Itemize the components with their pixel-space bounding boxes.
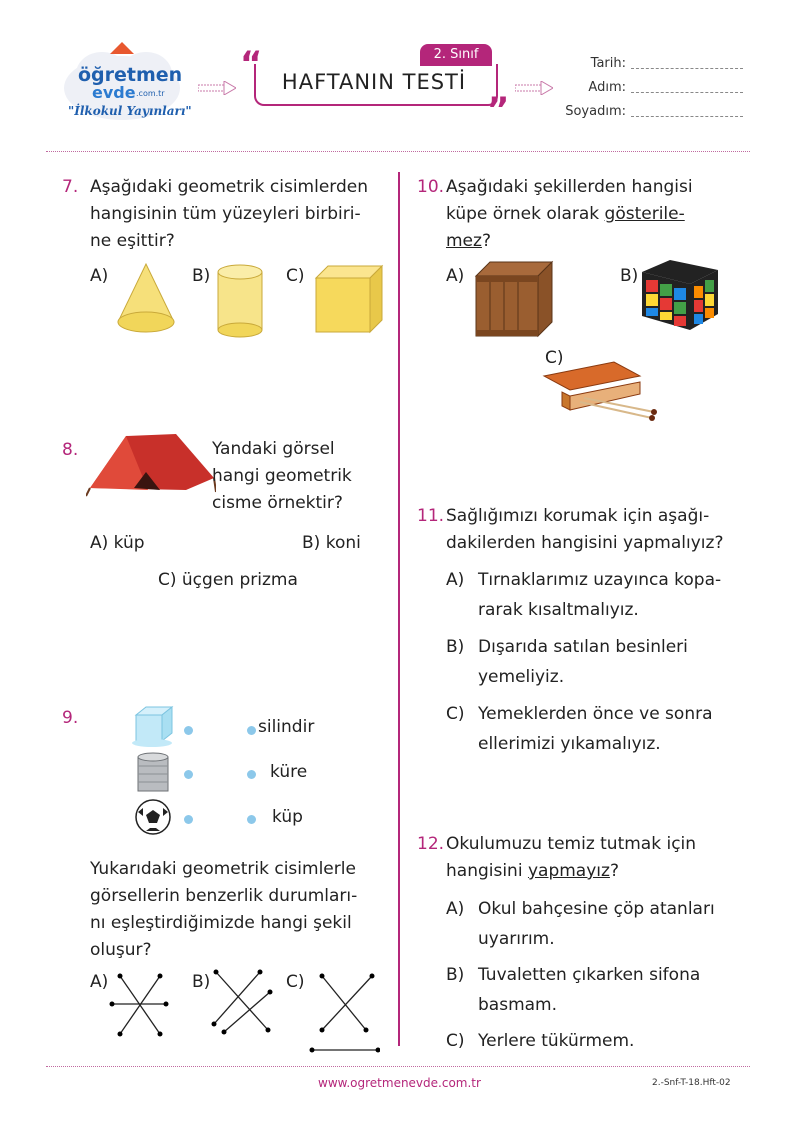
q7-line-3: ne eşittir? [90, 231, 175, 251]
q12-option-b-line-2[interactable]: basmam. [478, 995, 558, 1015]
q9-option-b[interactable]: B) [192, 972, 211, 992]
q8-line-1: Yandaki görsel [212, 439, 335, 459]
cylinder-image [216, 264, 264, 338]
q12-option-b-label[interactable]: B) [446, 965, 465, 985]
rubiks-cube-image [640, 260, 720, 330]
footer-divider [46, 1066, 750, 1067]
q9-number: 9. [62, 708, 79, 728]
q9-left-dot-3[interactable] [184, 815, 193, 824]
quote-close-icon: ” [487, 90, 510, 130]
q7-option-b[interactable]: B) [192, 266, 211, 286]
logo-main-text: öğretmen [78, 64, 183, 86]
q11-option-b-line-1[interactable]: Dışarıda satılan besinleri [478, 637, 688, 657]
q10-option-a[interactable]: A) [446, 266, 465, 286]
logo-sub-text: evde [92, 83, 136, 102]
field-surname: Soyadım: [565, 104, 626, 119]
q10-line-1: Aşağıdaki şekillerden hangisi [446, 177, 693, 197]
q9-line-3: nı eşleştirdiğimizde hangi şekil [90, 913, 352, 933]
q10-line-3: mez? [446, 231, 491, 251]
logo-domain-text: .com.tr [136, 89, 165, 98]
q9-option-c-diagram [308, 970, 380, 1056]
q11-line-1: Sağlığımızı korumak için aşağı- [446, 506, 710, 526]
q11-line-2: dakilerden hangisini yapmalıyız? [446, 533, 724, 553]
arrow-right-icon [515, 80, 553, 99]
cone-image [114, 262, 178, 338]
q10-option-c[interactable]: C) [545, 348, 564, 368]
q9-option-a[interactable]: A) [90, 972, 109, 992]
q8-line-2: hangi geometrik [212, 466, 352, 486]
q10-option-b[interactable]: B) [620, 266, 639, 286]
q11-option-a-line-1[interactable]: Tırnaklarımız uzayınca kopa- [478, 570, 722, 590]
footer-website[interactable]: www.ogretmenevde.com.tr [318, 1076, 481, 1090]
field-name-line[interactable] [628, 82, 743, 101]
q9-shape-sphere: küre [270, 762, 308, 782]
q9-line-2: görsellerin benzerlik durumları- [90, 886, 358, 906]
tent-image [86, 432, 216, 500]
q11-number: 11. [417, 506, 445, 526]
q11-option-b-label[interactable]: B) [446, 637, 465, 657]
q8-number: 8. [62, 440, 79, 460]
q11-option-c-line-2[interactable]: ellerimizi yıkamalıyız. [478, 734, 661, 754]
q12-emphasis: yapmayız [527, 861, 610, 881]
q11-option-c-label[interactable]: C) [446, 704, 465, 724]
grade-badge: 2. Sınıf [420, 44, 492, 66]
q9-right-dot-2[interactable] [247, 770, 256, 779]
q12-line-1: Okulumuzu temiz tutmak için [446, 834, 697, 854]
field-date: Tarih: [590, 56, 626, 71]
q8-option-a[interactable]: A) küp [90, 533, 145, 553]
field-name: Adım: [588, 80, 626, 95]
q11-option-a-line-2[interactable]: rarak kısaltmalıyız. [478, 600, 639, 620]
q8-option-c[interactable]: C) üçgen prizma [158, 570, 298, 590]
wooden-crate-image [472, 260, 554, 338]
q10-line-2: küpe örnek olarak gösterile- [446, 204, 685, 224]
q10-emphasis: gösterile- [604, 204, 685, 224]
q9-left-dot-1[interactable] [184, 726, 193, 735]
q7-number: 7. [62, 177, 79, 197]
tin-can-image [136, 752, 170, 796]
q7-line-1: Aşağıdaki geometrik cisimlerden [90, 177, 369, 197]
q12-line-2: hangisini yapmayız? [446, 861, 619, 881]
header-divider [46, 151, 750, 152]
q9-option-b-diagram [208, 966, 274, 1038]
quote-open-icon: “ [240, 44, 263, 84]
matchbox-image [540, 360, 658, 432]
q11-option-c-line-1[interactable]: Yemeklerden önce ve sonra [478, 704, 713, 724]
cube-image [312, 264, 384, 336]
q9-right-dot-3[interactable] [247, 815, 256, 824]
q7-option-a[interactable]: A) [90, 266, 109, 286]
q9-left-dot-2[interactable] [184, 770, 193, 779]
page-title: HAFTANIN TESTİ [281, 70, 467, 94]
q7-line-2: hangisinin tüm yüzeyleri birbiri- [90, 204, 361, 224]
field-surname-line[interactable] [628, 106, 743, 125]
q8-line-3: cisme örnektir? [212, 493, 343, 513]
q11-option-a-label[interactable]: A) [446, 570, 465, 590]
arrow-left-icon [198, 80, 236, 99]
q12-option-c-label[interactable]: C) [446, 1031, 465, 1051]
q9-line-4: oluşur? [90, 940, 152, 960]
q9-option-c[interactable]: C) [286, 972, 305, 992]
q7-option-c[interactable]: C) [286, 266, 305, 286]
q12-option-a-line-1[interactable]: Okul bahçesine çöp atanları [478, 899, 715, 919]
q12-option-a-label[interactable]: A) [446, 899, 465, 919]
q9-shape-cylinder: silindir [258, 717, 315, 737]
q9-shape-cube: küp [272, 807, 303, 827]
q9-option-a-diagram [108, 970, 170, 1042]
q10-number: 10. [417, 177, 445, 197]
field-date-line[interactable] [628, 58, 743, 77]
q12-option-a-line-2[interactable]: uyarırım. [478, 929, 555, 949]
q12-option-c-line-1[interactable]: Yerlere tükürmem. [478, 1031, 635, 1051]
q8-option-b[interactable]: B) koni [302, 533, 361, 553]
footer-code: 2.-Snf-T-18.Hft-02 [652, 1078, 731, 1088]
column-divider [398, 172, 400, 1046]
ice-cube-image [130, 705, 176, 747]
soccer-ball-image [134, 798, 172, 836]
q12-option-b-line-1[interactable]: Tuvaletten çıkarken sifona [478, 965, 701, 985]
q12-number: 12. [417, 834, 445, 854]
q11-option-b-line-2[interactable]: yemeliyiz. [478, 667, 565, 687]
q9-right-dot-1[interactable] [247, 726, 256, 735]
q9-line-1: Yukarıdaki geometrik cisimlerle [90, 859, 356, 879]
logo-tagline: "İlkokul Yayınları" [68, 104, 192, 118]
